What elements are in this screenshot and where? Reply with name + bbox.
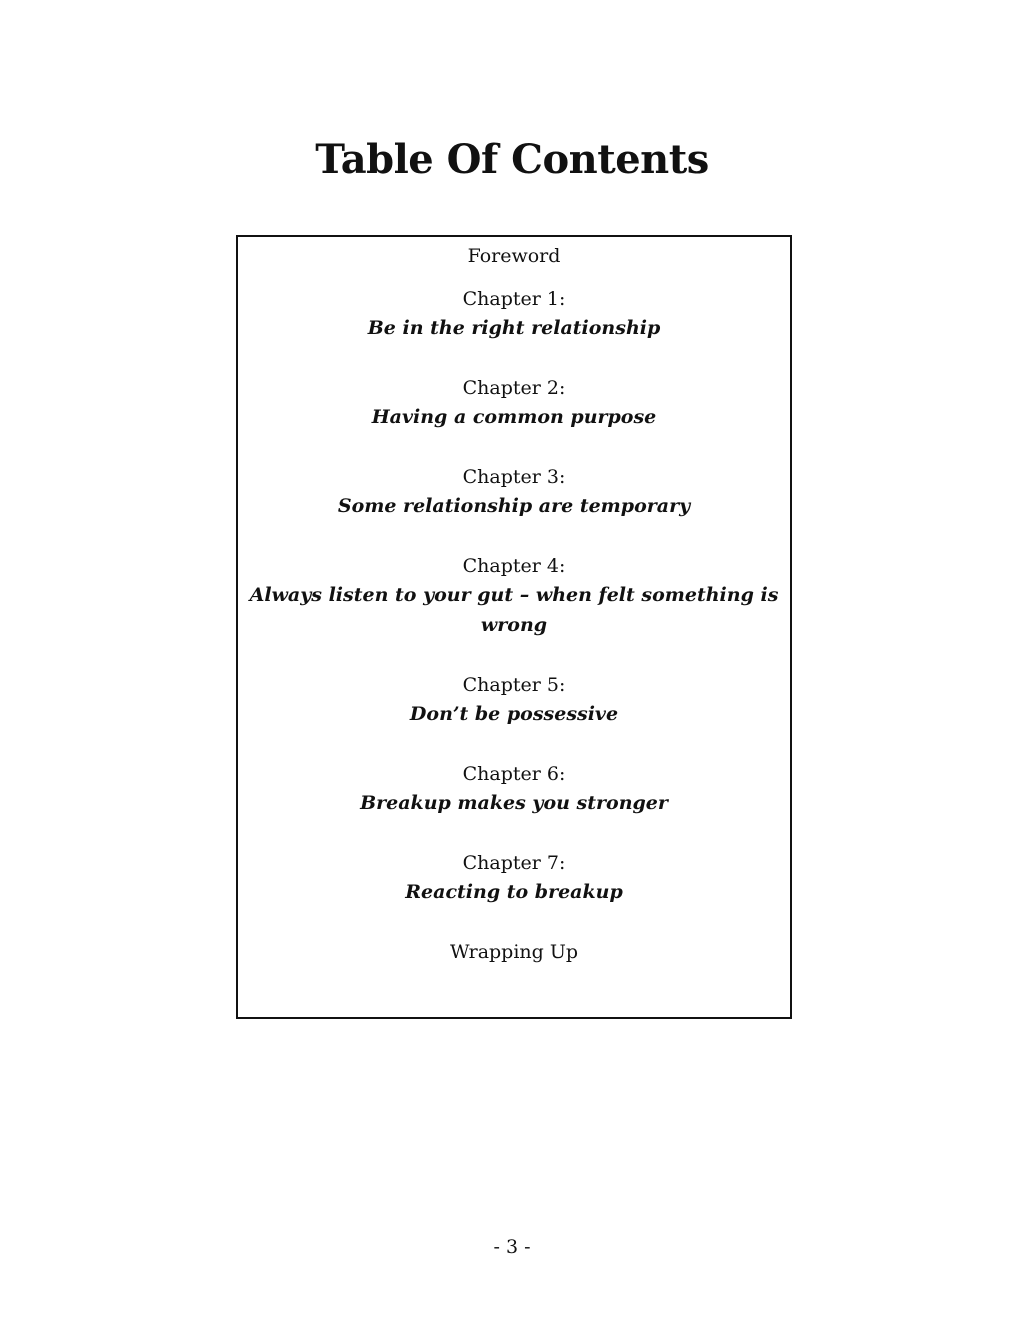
chapter-3-title: Some relationship are temporary bbox=[337, 495, 691, 517]
chapter-2-label: Chapter 2: bbox=[462, 377, 566, 399]
chapter-1-title: Be in the right relationship bbox=[367, 317, 661, 339]
chapter-6-title: Breakup makes you stronger bbox=[360, 792, 668, 814]
chapter-2-title: Having a common purpose bbox=[371, 406, 657, 428]
page-title: Table Of Contents bbox=[315, 136, 709, 183]
chapter-4-title: Always listen to your gut – when felt something is wrong bbox=[249, 584, 779, 636]
table-of-contents-box bbox=[236, 235, 792, 1019]
chapter-7-label: Chapter 7: bbox=[462, 852, 566, 874]
toc-entry-foreword: Foreword bbox=[467, 245, 561, 267]
page-number: - 3 - bbox=[493, 1236, 531, 1258]
chapter-5-title: Don’t be possessive bbox=[409, 703, 619, 725]
chapter-7-title: Reacting to breakup bbox=[405, 881, 623, 903]
chapter-4-label: Chapter 4: bbox=[462, 555, 566, 577]
toc-entry-wrapping-up: Wrapping Up bbox=[449, 941, 579, 963]
chapter-5-label: Chapter 5: bbox=[462, 674, 566, 696]
chapter-1-label: Chapter 1: bbox=[462, 288, 566, 310]
chapter-6-label: Chapter 6: bbox=[462, 763, 566, 785]
chapter-3-label: Chapter 3: bbox=[462, 466, 566, 488]
